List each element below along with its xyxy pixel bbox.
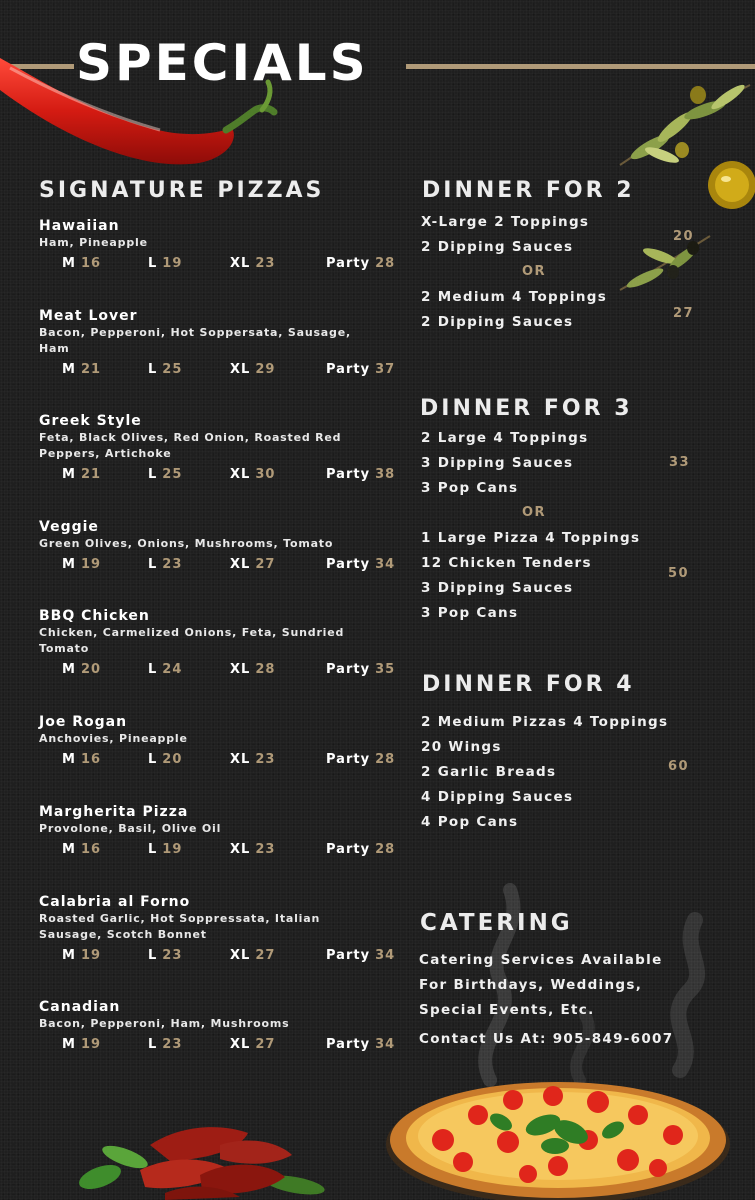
size-label: XL	[230, 662, 251, 677]
sundried-tomatoes-image	[70, 1115, 330, 1200]
dinner3-or: OR	[522, 505, 547, 520]
price-l: 20	[162, 752, 183, 767]
pizza-name: Calabria al Forno	[39, 894, 191, 910]
size-label: M	[62, 1037, 76, 1052]
size-party	[326, 752, 395, 767]
size-label: XL	[230, 1037, 251, 1052]
dinner3-option2-line: 12 Chicken Tenders	[421, 555, 592, 571]
dinner2-or: OR	[522, 264, 547, 279]
size-xl	[230, 467, 275, 482]
size-label: L	[148, 467, 158, 482]
size-label: L	[148, 362, 158, 377]
size-l	[148, 362, 182, 377]
size-party	[326, 557, 395, 572]
pizza-name: Meat Lover	[39, 308, 138, 324]
dinner2-option2-line: 2 Medium 4 Toppings	[421, 289, 608, 305]
price-l: 25	[162, 362, 183, 377]
size-l	[148, 256, 182, 271]
dinner-for-2-heading: DINNER FOR 2	[422, 178, 635, 203]
size-xl	[230, 362, 275, 377]
price-party: 34	[375, 1037, 396, 1052]
pizza-name: Veggie	[39, 519, 99, 535]
size-label: M	[62, 467, 76, 482]
pizza-image	[383, 1070, 733, 1200]
pizza-name: Hawaiian	[39, 218, 120, 234]
size-m	[62, 948, 101, 963]
pizza-name: Canadian	[39, 999, 121, 1015]
size-l	[148, 662, 182, 677]
price-party: 34	[375, 948, 396, 963]
catering-line: For Birthdays, Weddings,	[419, 977, 643, 993]
size-label: Party	[326, 948, 371, 963]
price-party: 28	[375, 842, 396, 857]
dinner2-option1-line: X-Large 2 Toppings	[421, 214, 590, 230]
pizza-name: Margherita Pizza	[39, 804, 189, 820]
size-label: XL	[230, 557, 251, 572]
size-party	[326, 948, 395, 963]
dinner3-option2-line: 1 Large Pizza 4 Toppings	[421, 530, 641, 546]
size-xl	[230, 752, 275, 767]
size-label: Party	[326, 467, 371, 482]
price-xl: 23	[255, 842, 276, 857]
size-label: M	[62, 557, 76, 572]
size-label: XL	[230, 948, 251, 963]
catering-heading: CATERING	[420, 910, 573, 936]
price-l: 23	[162, 557, 183, 572]
dinner3-price2: 50	[668, 566, 690, 581]
price-m: 19	[80, 948, 102, 963]
price-m: 16	[80, 842, 102, 857]
pizza-ingredients: Bacon, Pepperoni, Hot Soppersata, Sausage, Ham	[39, 326, 351, 355]
size-l	[148, 557, 182, 572]
dinner-for-3-heading: DINNER FOR 3	[420, 396, 633, 421]
size-xl	[230, 948, 275, 963]
size-label: XL	[230, 256, 251, 271]
olive-sprig-image	[615, 228, 715, 300]
dinner4-item: 4 Dipping Sauces	[421, 789, 574, 805]
size-label: Party	[326, 752, 371, 767]
pizza-price-row	[0, 842, 420, 860]
size-label: Party	[326, 842, 371, 857]
price-party: 38	[375, 467, 396, 482]
price-xl: 28	[255, 662, 276, 677]
pizza-ingredients: Anchovies, Pineapple	[39, 732, 188, 745]
price-xl: 27	[255, 557, 276, 572]
size-label: Party	[326, 662, 371, 677]
catering-contact: Contact Us At: 905-849-6007	[419, 1031, 674, 1047]
size-label: Party	[326, 362, 371, 377]
price-l: 19	[162, 256, 183, 271]
size-party	[326, 1037, 395, 1052]
size-label: M	[62, 842, 76, 857]
pizza-ingredients: Feta, Black Olives, Red Onion, Roasted Red Peppers, Artichoke	[39, 431, 342, 460]
size-label: L	[148, 662, 158, 677]
size-m	[62, 842, 101, 857]
dinner4-price: 60	[668, 759, 690, 774]
price-xl: 27	[255, 1037, 276, 1052]
catering-line: Catering Services Available	[419, 952, 663, 968]
pizza-price-row	[0, 948, 420, 966]
size-party	[326, 662, 395, 677]
pizza-ingredients: Roasted Garlic, Hot Soppressata, Italian Sausage, Scotch Bonnet	[39, 912, 321, 941]
size-l	[148, 467, 182, 482]
price-m: 16	[80, 752, 102, 767]
dinner3-option2-line: 3 Dipping Sauces	[421, 580, 574, 596]
size-label: Party	[326, 557, 371, 572]
dinner2-price2: 27	[673, 306, 695, 321]
size-xl	[230, 1037, 275, 1052]
size-label: M	[62, 752, 76, 767]
price-l: 23	[162, 948, 183, 963]
catering-line: Special Events, Etc.	[419, 1002, 595, 1018]
size-label: L	[148, 557, 158, 572]
pizza-ingredients: Ham, Pineapple	[39, 236, 148, 249]
dinner2-option2-line: 2 Dipping Sauces	[421, 314, 574, 330]
pizza-price-row	[0, 662, 420, 680]
pizza-price-row	[0, 362, 420, 380]
price-party: 35	[375, 662, 396, 677]
pizza-price-row	[0, 752, 420, 770]
pizza-ingredients: Provolone, Basil, Olive Oil	[39, 822, 222, 835]
dinner3-option1-line: 2 Large 4 Toppings	[421, 430, 589, 446]
size-l	[148, 842, 182, 857]
pizza-price-row	[0, 256, 420, 274]
size-label: Party	[326, 1037, 371, 1052]
size-label: XL	[230, 842, 251, 857]
size-xl	[230, 256, 275, 271]
size-label: L	[148, 948, 158, 963]
pizza-name: Greek Style	[39, 413, 142, 429]
size-label: L	[148, 256, 158, 271]
dinner3-option2-line: 3 Pop Cans	[421, 605, 519, 621]
price-party: 28	[375, 256, 396, 271]
dinner3-option1-line: 3 Pop Cans	[421, 480, 519, 496]
size-xl	[230, 662, 275, 677]
dinner4-item: 20 Wings	[421, 739, 502, 755]
price-party: 28	[375, 752, 396, 767]
price-l: 24	[162, 662, 183, 677]
size-l	[148, 752, 182, 767]
pizza-ingredients: Bacon, Pepperoni, Ham, Mushrooms	[39, 1017, 290, 1030]
price-m: 19	[80, 1037, 102, 1052]
dinner-for-4-heading: DINNER FOR 4	[422, 672, 635, 697]
dinner2-price1: 20	[673, 229, 695, 244]
size-label: XL	[230, 467, 251, 482]
dinner4-item: 4 Pop Cans	[421, 814, 519, 830]
size-label: M	[62, 948, 76, 963]
pizza-name: BBQ Chicken	[39, 608, 150, 624]
price-m: 19	[80, 557, 102, 572]
dinner4-item: 2 Medium Pizzas 4 Toppings	[421, 714, 669, 730]
price-xl: 27	[255, 948, 276, 963]
size-party	[326, 467, 395, 482]
pizza-price-row	[0, 557, 420, 575]
price-m: 20	[80, 662, 102, 677]
size-m	[62, 256, 101, 271]
size-label: L	[148, 842, 158, 857]
dinner3-price1: 33	[669, 455, 691, 470]
price-l: 19	[162, 842, 183, 857]
size-m	[62, 557, 101, 572]
pizza-price-row	[0, 467, 420, 485]
pizza-price-row	[0, 1037, 420, 1055]
price-m: 16	[80, 256, 102, 271]
pizza-name: Joe Rogan	[39, 714, 128, 730]
price-m: 21	[80, 362, 102, 377]
signature-pizzas-heading: SIGNATURE PIZZAS	[39, 178, 325, 203]
size-label: L	[148, 1037, 158, 1052]
size-m	[62, 752, 101, 767]
price-l: 25	[162, 467, 183, 482]
price-m: 21	[80, 467, 102, 482]
price-xl: 23	[255, 256, 276, 271]
size-l	[148, 948, 182, 963]
dinner2-option1-line: 2 Dipping Sauces	[421, 239, 574, 255]
dinner4-item: 2 Garlic Breads	[421, 764, 557, 780]
size-xl	[230, 842, 275, 857]
size-party	[326, 256, 395, 271]
size-label: L	[148, 752, 158, 767]
size-label: M	[62, 662, 76, 677]
size-party	[326, 842, 395, 857]
size-label: XL	[230, 752, 251, 767]
size-m	[62, 467, 101, 482]
size-m	[62, 1037, 101, 1052]
size-m	[62, 362, 101, 377]
size-label: XL	[230, 362, 251, 377]
size-m	[62, 662, 101, 677]
price-party: 37	[375, 362, 396, 377]
size-label: Party	[326, 256, 371, 271]
price-party: 34	[375, 557, 396, 572]
size-xl	[230, 557, 275, 572]
size-label: M	[62, 362, 76, 377]
page-title: SPECIALS	[76, 34, 369, 92]
dinner3-option1-line: 3 Dipping Sauces	[421, 455, 574, 471]
pizza-ingredients: Green Olives, Onions, Mushrooms, Tomato	[39, 537, 334, 550]
size-l	[148, 1037, 182, 1052]
size-label: M	[62, 256, 76, 271]
price-l: 23	[162, 1037, 183, 1052]
price-xl: 30	[255, 467, 276, 482]
price-xl: 23	[255, 752, 276, 767]
pizza-ingredients: Chicken, Carmelized Onions, Feta, Sundried Tomato	[39, 626, 345, 655]
price-xl: 29	[255, 362, 276, 377]
size-party	[326, 362, 395, 377]
